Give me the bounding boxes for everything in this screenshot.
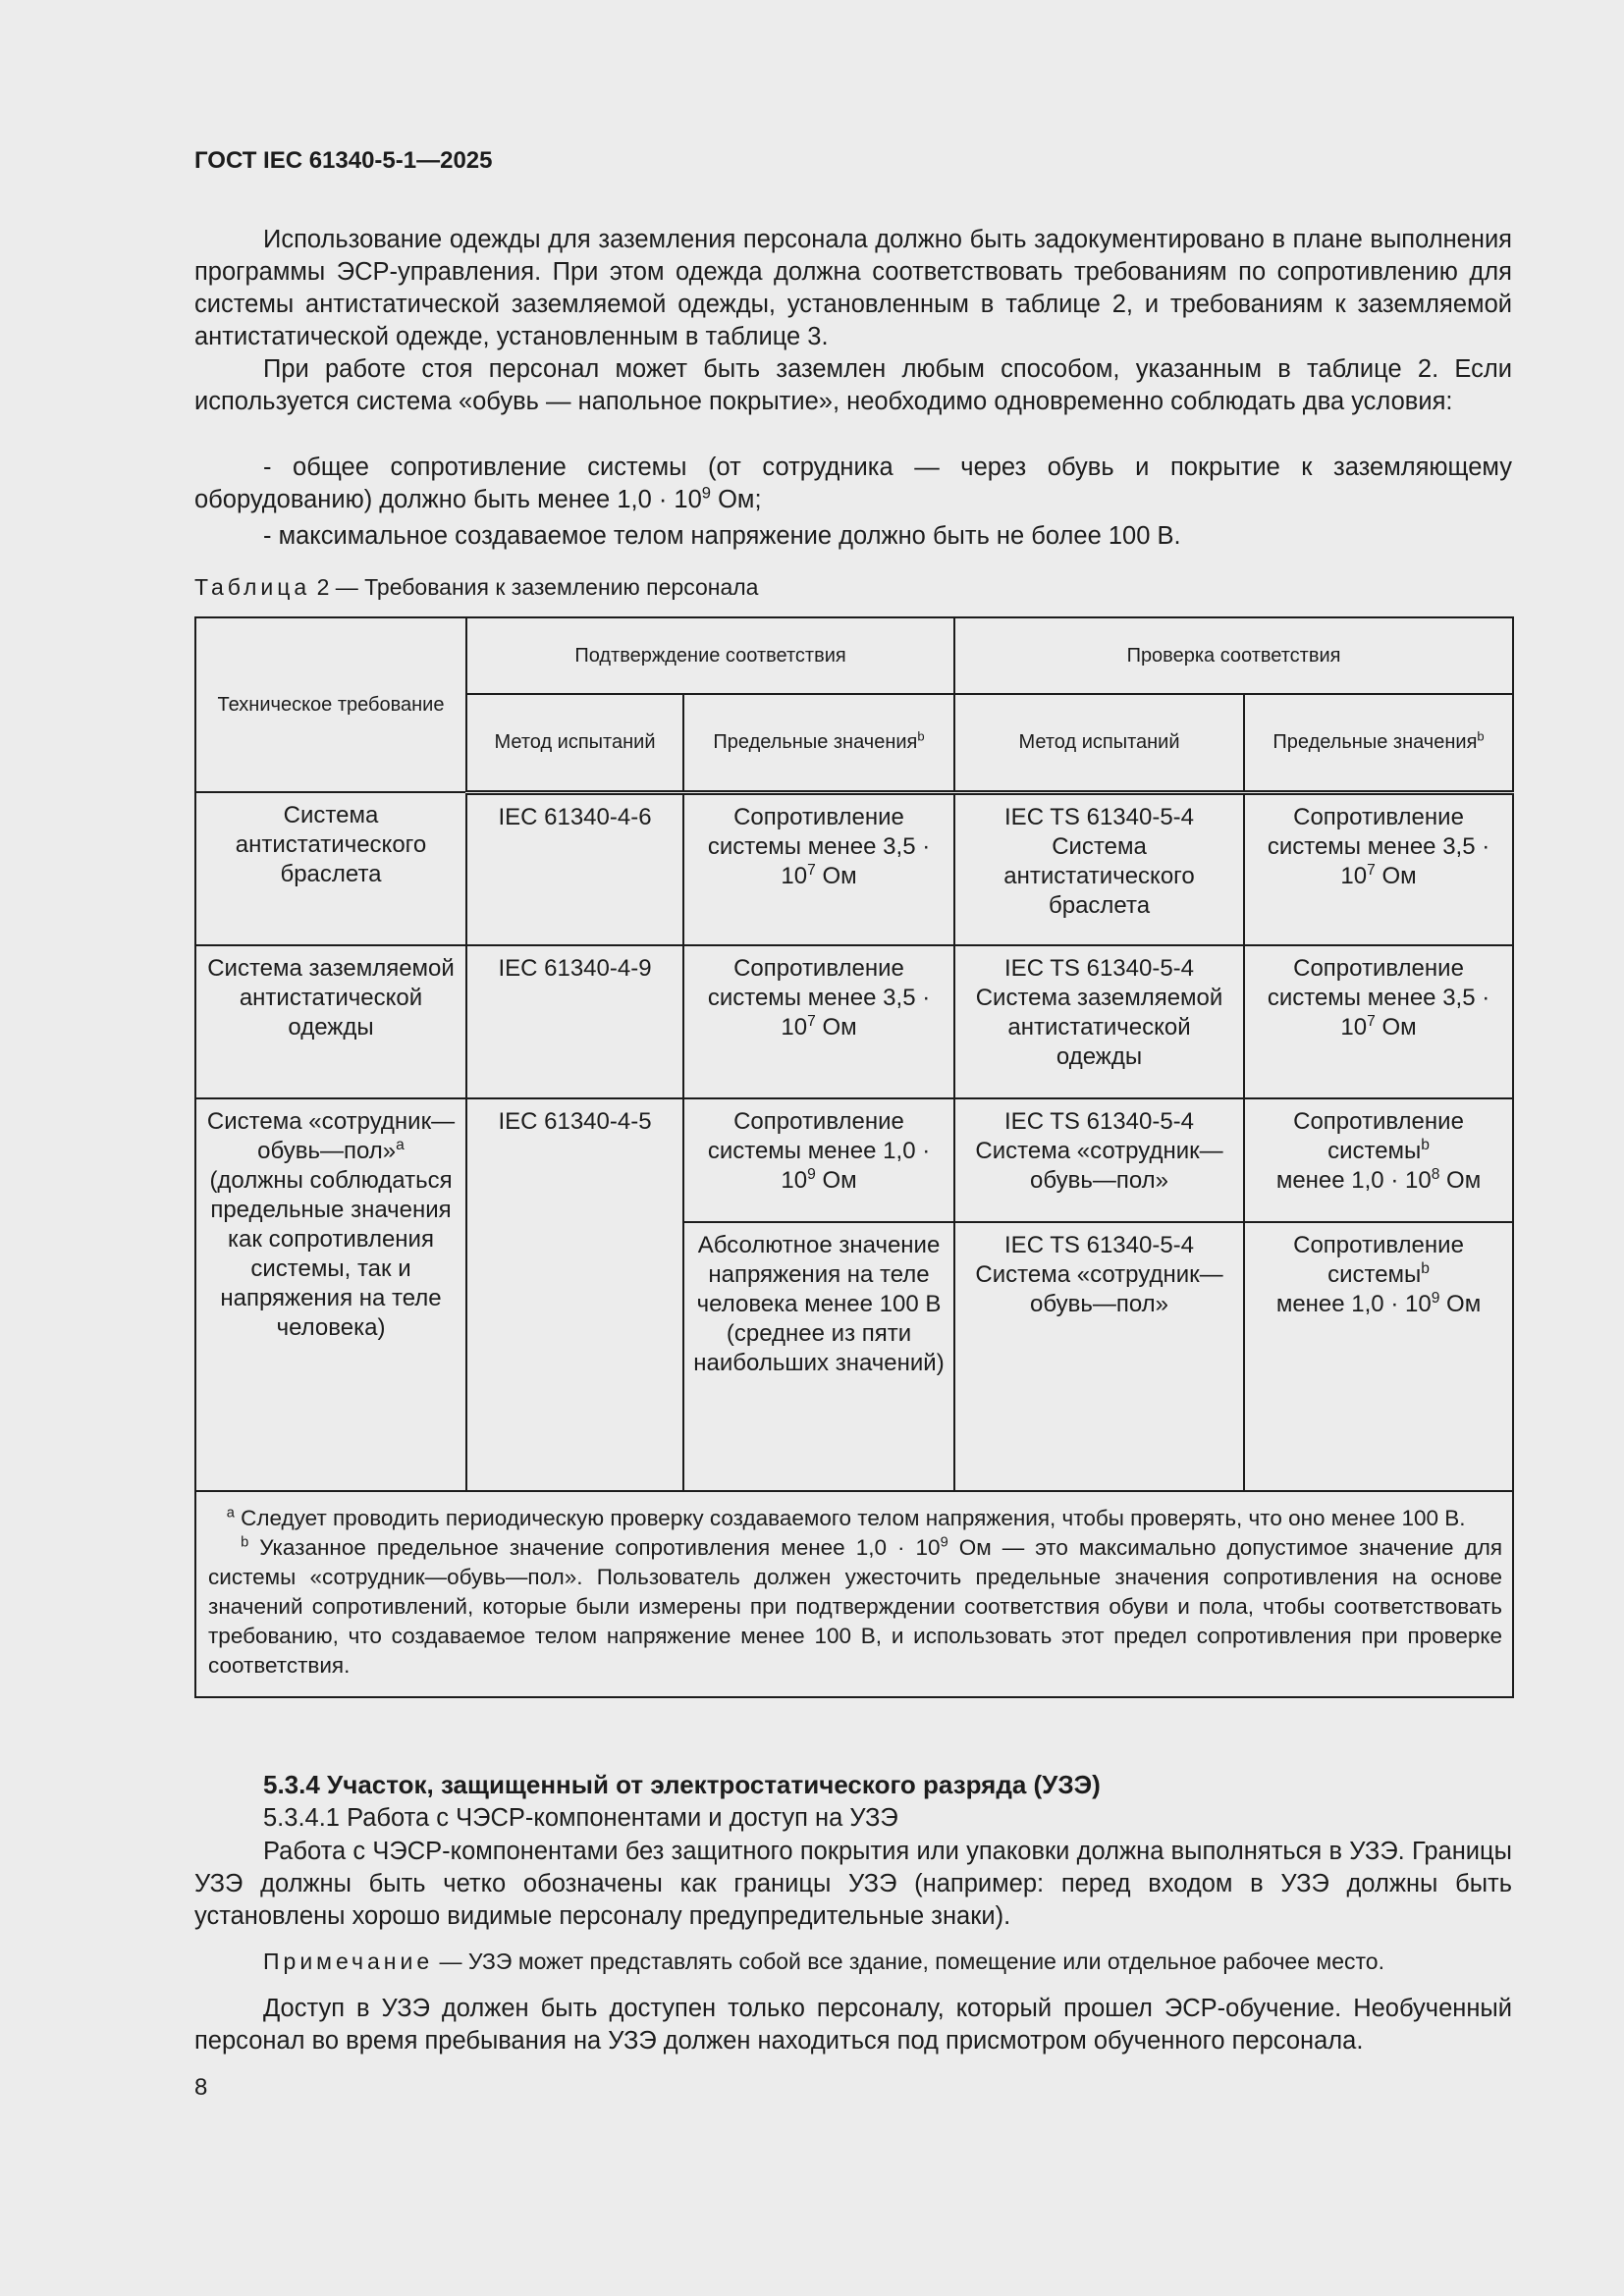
subsection-heading: 5.3.4.1 Работа с ЧЭСР-компонентами и доступ на УЗЭ xyxy=(263,1804,898,1832)
cell-verify-limit: Сопротивление системы$^b$ менее $1,0 \cdot 10^9$ Ом xyxy=(1244,1222,1513,1491)
cell-verify-method: IEC TS 61340-5-4 Система «сотрудник—обувь—пол» xyxy=(954,1098,1244,1222)
header-verification: Проверка соответствия xyxy=(954,617,1513,694)
table-caption-title: 2 — Требования к заземлению персонала xyxy=(310,574,759,600)
table-row xyxy=(195,792,1513,945)
cell-verify-method: IEC TS 61340-5-4 Система антистатического браслета xyxy=(954,792,1244,945)
cell-test-method: IEC 61340-4-5 xyxy=(466,1098,683,1491)
intro-paragraph-1: Использование одежды для заземления персонала должно быть задокументировано в плане выполнения программы ЭСР-управления. При этом одежда должна соответствовать требованиям по сопротивлению для системы антистатической заземляемой одежды, установленным в таблице 2, и требованиям к заземляемой антистатической одежде, установленным в таблице 3. xyxy=(194,226,1512,350)
note-text: — УЗЭ может представлять собой все здание, помещение или отдельное рабочее место. xyxy=(433,1949,1384,1974)
header-limits-1: Предельные значения$^b$ xyxy=(683,694,954,792)
header-confirmation: Подтверждение соответствия xyxy=(466,617,954,694)
footnote-a: $^a$ Следует проводить периодическую проверку создаваемого телом напряжения, чтобы проверять, что оно менее 100 В. xyxy=(226,1505,1466,1530)
list-item-1 xyxy=(194,452,1512,516)
table-notes-row xyxy=(195,1491,1513,1697)
table-caption-word: Таблица xyxy=(194,574,311,600)
cell-limit: Сопротивление системы менее $1,0 \cdot 10^9$ Ом xyxy=(683,1098,954,1222)
cell-verify-limit: Сопротивление системы менее $3,5 \cdot 10^7$ Ом xyxy=(1244,792,1513,945)
cell-test-method: IEC 61340-4-9 xyxy=(466,945,683,1098)
list-item-1-exponent: 9 xyxy=(701,483,712,503)
intro-paragraph-2: При работе стоя персонал может быть заземлен любым способом, указанным в таблице 2. Если используется система «обувь — напольное покрытие», необходимо одновременно соблюдать два условия: xyxy=(194,355,1512,415)
cell-requirement: Система антистатического браслета xyxy=(195,792,466,945)
header-test-method-1: Метод испытаний xyxy=(466,694,683,792)
table-row xyxy=(195,1098,1513,1222)
section-paragraph-1: Работа с ЧЭСР-компонентами без защитного покрытия или упаковки должна выполняться в УЗЭ. Границы УЗЭ должны быть четко обозначены как границы УЗЭ (например: перед входом в УЗЭ должны быть установлены хорошо видимые персоналу предупредительные знаки). xyxy=(194,1838,1512,1930)
cell-verify-method: IEC TS 61340-5-4 Система «сотрудник—обувь—пол» xyxy=(954,1222,1244,1491)
header-test-method-2: Метод испытаний xyxy=(954,694,1244,792)
cell-verify-limit: Сопротивление системы менее $3,5 \cdot 10^7$ Ом xyxy=(1244,945,1513,1098)
cell-verify-limit: Сопротивление системы$^b$ менее $1,0 \cdot 10^8$ Ом xyxy=(1244,1098,1513,1222)
cell-limit: Сопротивление системы менее $3,5 \cdot 10^7$ Ом xyxy=(683,792,954,945)
cell-limit: Сопротивление системы менее $3,5 \cdot 10^7$ Ом xyxy=(683,945,954,1098)
table-footnotes xyxy=(195,1491,1513,1697)
page-number: 8 xyxy=(194,2074,208,2101)
requirements-table xyxy=(194,616,1514,1698)
cell-requirement: Система заземляемой антистатической одежды xyxy=(195,945,466,1098)
note-label: Примечание xyxy=(263,1949,434,1974)
header-limits-2: Предельные значения$^b$ xyxy=(1244,694,1513,792)
cell-verify-method: IEC TS 61340-5-4 Система заземляемой антистатической одежды xyxy=(954,945,1244,1098)
cell-requirement: Система «сотрудник—обувь—пол»$^a$ (должны соблюдаться предельные значения как сопротивления системы, так и напряжения на теле человека) xyxy=(195,1098,466,1491)
table-caption xyxy=(194,574,758,601)
section-heading: 5.3.4 Участок, защищенный от электростатического разряда (УЗЭ) xyxy=(263,1770,1101,1799)
list-item-2: - максимальное создаваемое телом напряжение должно быть не более 100 В. xyxy=(263,522,1181,550)
cell-limit: Абсолютное значение напряжения на теле человека менее 100 В (среднее из пяти наибольших значений) xyxy=(683,1222,954,1491)
list-item-1-text: - общее сопротивление системы (от сотрудника — через обувь и покрытие к заземляющему оборудованию) должно быть менее 1,0 · 10 xyxy=(194,454,1512,513)
table-row xyxy=(195,945,1513,1098)
document-code: ГОСТ IEC 61340-5-1—2025 xyxy=(194,147,493,174)
header-technical-requirement: Техническое требование xyxy=(195,617,466,792)
footnote-b: $^b$ Указанное предельное значение сопротивления менее $1,0 \cdot 10^9$ Ом — это максимально допустимое значение для системы «сотрудник—обувь—пол». Пользователь должен ужесточить предельные значения сопротивления на основе значений сопротивлений, которые были измерены при подтверждении соответствия обуви и пола, чтобы соответствовать требованию, что создаваемое телом напряжение менее 100 В, и использовать этот предел сопротивления при проверке соответствия. xyxy=(208,1534,1503,1678)
section-paragraph-2: Доступ в УЗЭ должен быть доступен только персоналу, который прошел ЭСР-обучение. Необученный персонал во время пребывания на УЗЭ должен находиться под присмотром обученного персонала. xyxy=(194,1995,1512,2055)
note xyxy=(263,1949,1384,1975)
cell-test-method: IEC 61340-4-6 xyxy=(466,792,683,945)
list-item-1-unit: Ом; xyxy=(711,486,762,513)
